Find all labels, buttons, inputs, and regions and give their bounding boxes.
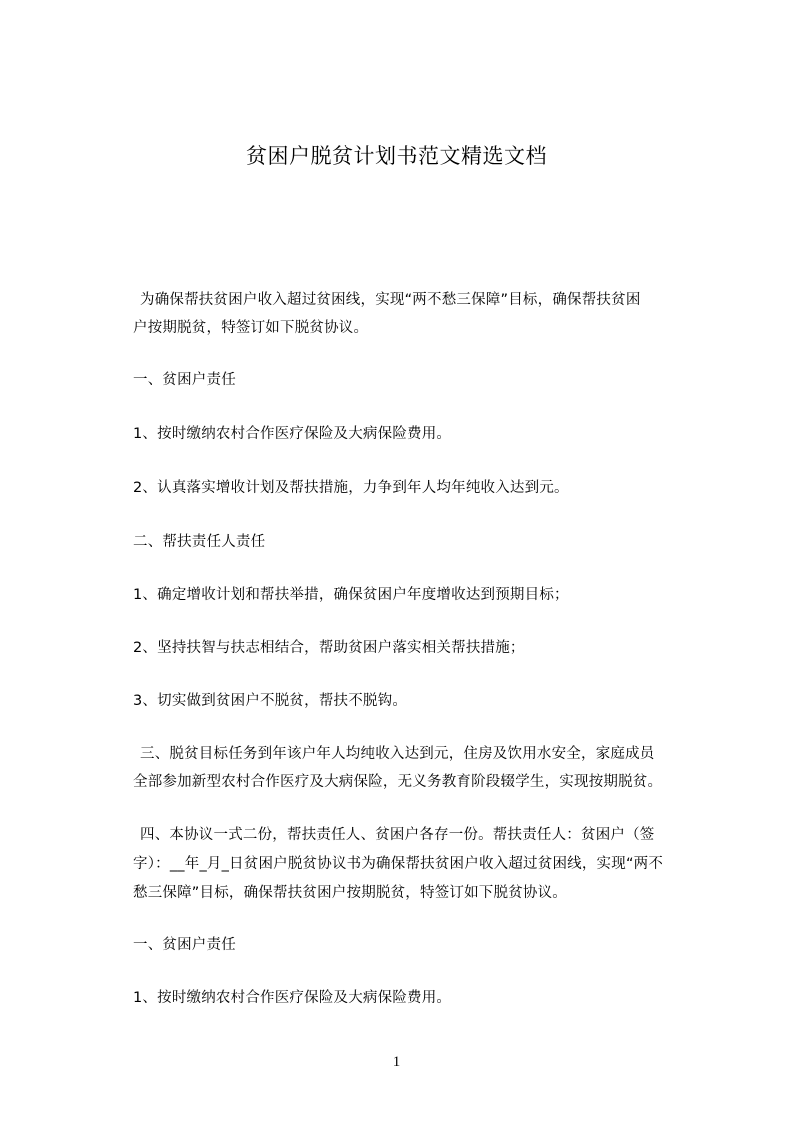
document-title: 贫困户脱贫计划书范文精选文档 (246, 144, 547, 168)
list-item: 1、按时缴纳农村合作医疗保险及大病保险费用。 (133, 426, 452, 442)
section-heading-poor-household-repeat: 一、贫困户责任 (133, 937, 236, 953)
paragraph-intro-line2: 户按期脱贫，特签订如下脱贫协议。 (133, 320, 369, 336)
page-number: 1 (392, 1054, 401, 1070)
list-item: 1、按时缴纳农村合作医疗保险及大病保险费用。 (133, 990, 452, 1006)
list-item: 2、坚持扶智与扶志相结合，帮助贫困户落实相关帮扶措施； (133, 640, 525, 656)
paragraph-agreement-line3: 愁三保障”目标，确保帮扶贫困户按期脱贫，特签订如下脱贫协议。 (133, 885, 568, 901)
paragraph-goals-line2: 全部参加新型农村合作医疗及大病保险，无义务教育阶段辍学生，实现按期脱贫。 (133, 774, 663, 790)
list-item: 2、认真落实增收计划及帮扶措施，力争到年人均年纯收入达到元。 (133, 480, 569, 496)
list-item: 1、确定增收计划和帮扶举措，确保贫困户年度增收达到预期目标； (133, 587, 569, 603)
section-heading-helper: 二、帮扶责任人责任 (133, 534, 266, 550)
paragraph-agreement-line2: 字）：__年_月_日贫困户脱贫协议书为确保帮扶贫困户收入超过贫困线，实现“两不 (133, 856, 664, 872)
list-item: 3、切实做到贫困户不脱贫，帮扶不脱钩。 (133, 693, 408, 709)
paragraph-intro-line1: 为确保帮扶贫困户收入超过贫困线，实现“两不愁三保障”目标，确保帮扶贫困 (140, 292, 641, 308)
paragraph-agreement-line1: 四、本协议一式二份，帮扶责任人、贫困户各存一份。帮扶责任人：贫困户（签 (140, 827, 655, 843)
paragraph-goals-line1: 三、脱贫目标任务到年该户年人均纯收入达到元，住房及饮用水安全，家庭成员 (140, 746, 655, 762)
section-heading-poor-household: 一、贫困户责任 (133, 372, 236, 388)
